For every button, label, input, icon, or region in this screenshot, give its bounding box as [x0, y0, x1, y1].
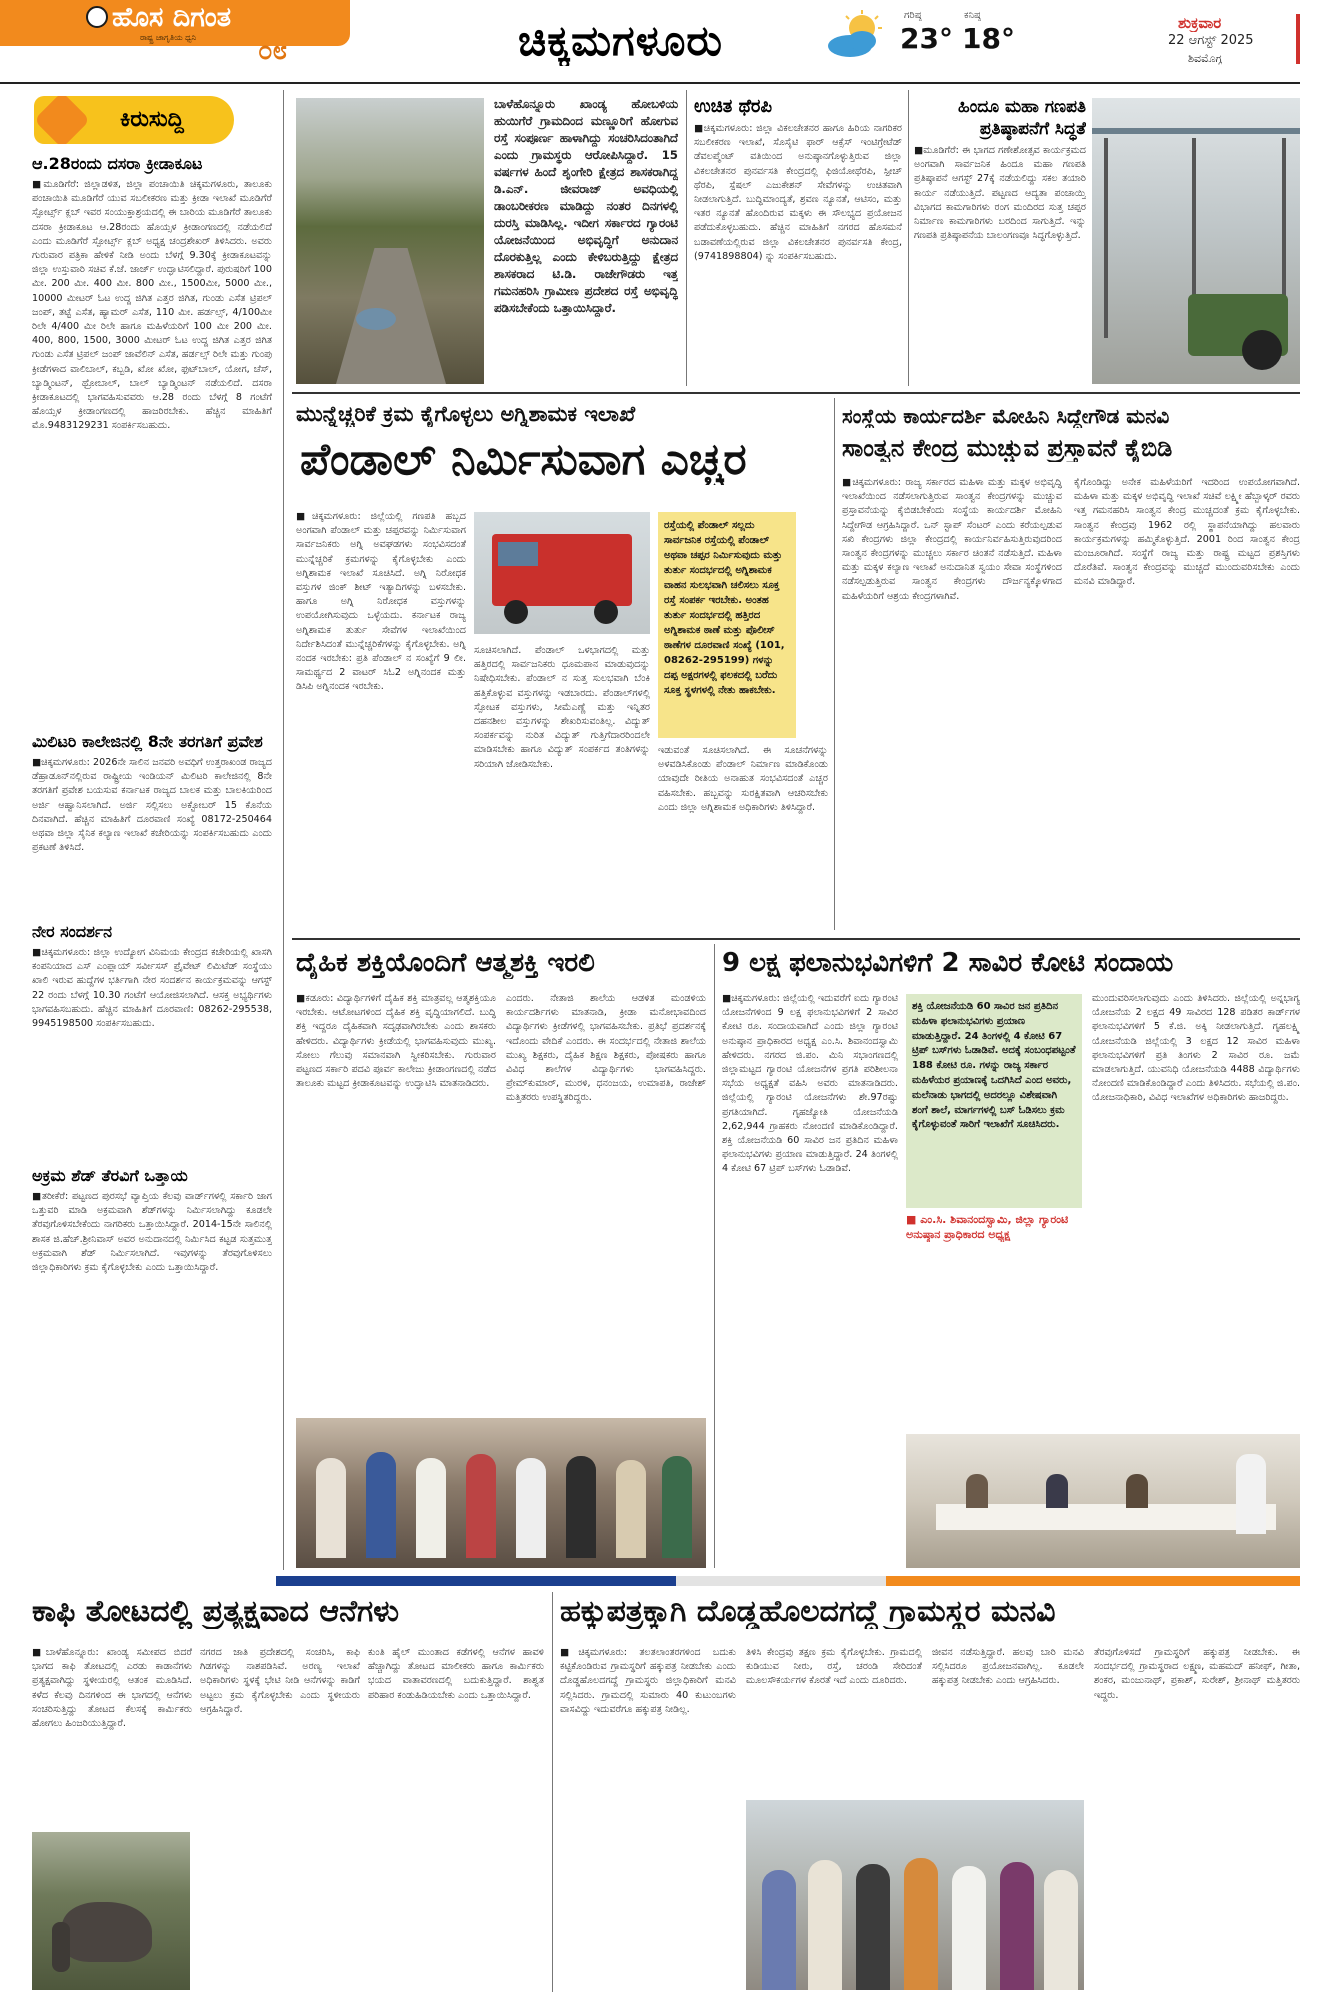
column-rule — [552, 1592, 553, 1992]
min-temp-label: ಕನಿಷ್ಠ — [964, 10, 981, 21]
elephant-col-3: ಕುಂತಿ ಹೈಲ್ ಮುಂತಾದ ಕಡೆಗಳಲ್ಲಿ ಆನೆಗಳ ಹಾವಳಿ ಹೆಚ್ಚಾಗಿದ್ದು ತೋಟದ ಮಾಲೀಕರು ಹಾಗೂ ಕಾರ್ಮಿಕರು ಭಯದ ವಾತಾವರಣದಲ್ಲಿ ಬದುಕುತ್ತಿದ್ದಾರೆ. ಶಾಶ್ವತ ಪರಿಹಾರ ಕಂಡುಹಿಡಿಯಬೇಕು ಎಂದು ಒತ್ತಾಯಿಸಿದ್ದಾರೆ. — [368, 1647, 544, 1701]
kirusuddi-badge — [34, 96, 234, 144]
therapy-column — [694, 96, 902, 386]
logo-text: ಹೊಸ ದಿಗಂತ — [112, 2, 232, 33]
sports-event-photo — [296, 1418, 706, 1568]
hakku-headline: ಹಕ್ಕುಪತ್ರಕ್ಕಾಗಿ ದೊಡ್ಡಹೊಲದಗದ್ದೆ ಗ್ರಾಮಸ್ಥರ ಮನವಿ — [560, 1594, 1056, 1629]
shed-photo — [1092, 98, 1300, 384]
shakthi-col-1: ■ಕಡೂರು: ವಿದ್ಯಾರ್ಥಿಗಳಿಗೆ ದೈಹಿಕ ಶಕ್ತಿ ಮಾತ್ರವಲ್ಲ ಆತ್ಮಶಕ್ತಿಯೂ ಇರಬೇಕು. ಆಟೋಟಗಳಿಂದ ದೈಹಿಕ ಶಕ್ತಿ ವೃದ್ಧಿಯಾಗಲಿದೆ. ಬುದ್ಧಿ ಶಕ್ತಿ ಇದ್ದರೂ ದೈಹಿಕವಾಗಿ ಸದೃಢವಾಗಿರಬೇಕು ಎಂದು ಶಾಸಕರು ಹೇಳಿದರು. ವಿದ್ಯಾರ್ಥಿಗಳು ಕ್ರೀಡೆಯಲ್ಲಿ ಭಾಗವಹಿಸುವುದು ಮುಖ್ಯ. ಸೋಲು ಗೆಲುವು ಸಮಾನವಾಗಿ ಸ್ವೀಕರಿಸಬೇಕು. ಗುರುವಾರ ಪಟ್ಟಣದ ಸರ್ಕಾರಿ ಪದವಿ ಪೂರ್ವ ಕಾಲೇಜು ಕ್ರೀಡಾಂಗಣದಲ್ಲಿ ನಡೆದ ತಾಲೂಕು ಮಟ್ಟದ ಕ್ರೀಡಾಕೂಟವನ್ನು ಉದ್ಘಾಟಿಸಿ ಮಾತನಾಡಿದರು. — [296, 993, 496, 1090]
santhwana-head-2: ಸಾಂತ್ವನ ಕೇಂದ್ರ ಮುಚ್ಚುವ ಪ್ರಸ್ತಾವನೆ ಕೈಬಿಡಿ — [842, 434, 1173, 462]
road-story-text: ಬಾಳೆಹೊನ್ನೂರು ಖಾಂಡ್ಯ ಹೋಬಳಿಯ ಹುಯಿಗೆರೆ ಗ್ರಾಮದಿಂದ ಮಣ್ಣೂರಿಗೆ ಹೋಗುವ ರಸ್ತೆ ಸಂಪೂರ್ಣ ಹಾಳಾಗಿದ್ದು ಸಂಚರಿಸಿದಂತಾಗಿದೆ ಎಂದು ಗ್ರಾಮಸ್ಥರು ಆರೋಪಿಸಿದ್ದಾರೆ. 15 ವರ್ಷಗಳ ಹಿಂದೆ ಶೃಂಗೇರಿ ಕ್ಷೇತ್ರದ ಶಾಸಕರಾಗಿದ್ದ ಡಿ.ಎನ್. ಜೀವರಾಜ್ ಅವಧಿಯಲ್ಲಿ ಡಾಂಬರೀಕರಣ ಮಾಡಿದ್ದು ನಂತರ ದಿನಗಳಲ್ಲಿ ದುರಸ್ತಿ ಮಾಡಿಸಿಲ್ಲ. ಇದೀಗ ಸರ್ಕಾರದ ಗ್ಯಾರಂಟಿ ಯೋಜನೆಯಿಂದ ಅಭಿವೃದ್ಧಿಗೆ ಅನುದಾನ ದೊರಕುತ್ತಿಲ್ಲ ಎಂದು ಕೇಳಿಬರುತ್ತಿದ್ದು ಕ್ಷೇತ್ರದ ಶಾಸಕರಾದ ಟಿ.ಡಿ. ರಾಜೇಗೌಡರು ಇತ್ತ ಗಮನಹರಿಸಿ ಗ್ರಾಮೀಣ ಪ್ರದೇಶದ ರಸ್ತೆ ಅಭಿವೃದ್ಧಿ ಪಡಿಸಬೇಕೆಂದು ಒತ್ತಾಯಿಸಿದ್ದಾರೆ. — [494, 97, 678, 315]
max-temp-label: ಗರಿಷ್ಠ — [904, 10, 922, 21]
elephant-photo — [32, 1832, 190, 1990]
column-rule — [714, 944, 715, 1568]
road-photo — [296, 98, 484, 384]
page-number: ೦೮ — [258, 36, 288, 66]
guarantee-col-1: ■ಚಿಕ್ಕಮಗಳೂರು: ಜಿಲ್ಲೆಯಲ್ಲಿ ಇದುವರೆಗೆ ಐದು ಗ್ಯಾರಂಟಿ ಯೋಜನೆಗಳಿಂದ 9 ಲಕ್ಷ ಫಲಾನುಭವಿಗಳಿಗೆ 2 ಸಾವಿರ ಕೋಟಿ ರೂ. ಸಂದಾಯವಾಗಿದೆ ಎಂದು ಜಿಲ್ಲಾ ಗ್ಯಾರಂಟಿ ಅನುಷ್ಠಾನ ಪ್ರಾಧಿಕಾರದ ಅಧ್ಯಕ್ಷ ಎಂ.ಸಿ. ಶಿವಾನಂದಸ್ವಾಮಿ ಹೇಳಿದರು. ನಗರದ ಜಿ.ಪಂ. ಮಿನಿ ಸಭಾಂಗಣದಲ್ಲಿ ಜಿಲ್ಲಾಮಟ್ಟದ ಗ್ಯಾರಂಟಿ ಯೋಜನೆಗಳ ಪ್ರಗತಿ ಪರಿಶೀಲನಾ ಸಭೆಯ ಅಧ್ಯಕ್ಷತೆ ವಹಿಸಿ ಅವರು ಮಾತನಾಡಿದರು. ಜಿಲ್ಲೆಯಲ್ಲಿ ಗ್ಯಾರಂಟಿ ಯೋಜನೆಗಳು ಶೇ.97ರಷ್ಟು ಪ್ರಗತಿಯಾಗಿದೆ. ಗೃಹಜ್ಯೋತಿ ಯೋಜನೆಯಡಿ 2,62,944 ಗ್ರಾಹಕರು ನೋಂದಣಿ ಮಾಡಿಕೊಂಡಿದ್ದಾರೆ. ಶಕ್ತಿ ಯೋಜನೆಯಡಿ 60 ಸಾವಿರ ಜನ ಪ್ರತಿದಿನ ಮಹಿಳಾ ಫಲಾನುಭವಿಗಳು ಪ್ರಯಾಣ ಮಾಡುತ್ತಿದ್ದಾರೆ. 24 ತಿಂಗಳಲ್ಲಿ 4 ಕೋಟಿ 67 ಟ್ರಿಪ್ ಬಸ್‌ಗಳು ಓಡಾಡಿವೆ. — [722, 993, 898, 1175]
hakku-col-4: ತೆರವುಗೊಳಿಸದೆ ಗ್ರಾಮಸ್ಥರಿಗೆ ಹಕ್ಕುಪತ್ರ ನೀಡಬೇಕು. ಈ ಸಂದರ್ಭದಲ್ಲಿ ಗ್ರಾಮಸ್ಥರಾದ ಲಕ್ಷ್ಮಣ, ಮಹಮದ್ ಹನೀಫ್, ಗೀತಾ, ಶಂಕರ, ಮಂಜುನಾಥ್, ಪ್ರಕಾಶ್, ಸುರೇಶ್, ಶ್ರೀನಾಥ್ ಮತ್ತಿತರರು ಇದ್ದರು. — [1094, 1647, 1300, 1701]
column-rule — [283, 90, 284, 1570]
masthead-day: ಶುಕ್ರವಾರ — [1178, 14, 1222, 32]
min-temp: 18° — [962, 22, 1015, 55]
section-title: ಚಿಕ್ಕಮಗಳೂರು — [518, 16, 723, 65]
logo-tagline: ರಾಷ್ಟ್ರ ಜಾಗೃತಿಯ ಧ್ವನಿ — [140, 33, 197, 42]
fire-kicker: ಮುನ್ನೆಚ್ಚರಿಕೆ ಕ್ರಮ ಕೈಗೊಳ್ಳಲು ಅಗ್ನಿಶಾಮಕ ಇಲಾಖೆ — [296, 402, 636, 426]
shakthi-headline: ದೈಹಿಕ ಶಕ್ತಿಯೊಂದಿಗೆ ಆತ್ಮಶಕ್ತಿ ಇರಲಿ — [296, 948, 595, 978]
fire-col-1: ■ಚಿಕ್ಕಮಗಳೂರು: ಜಿಲ್ಲೆಯಲ್ಲಿ ಗಣಪತಿ ಹಬ್ಬದ ಅಂಗವಾಗಿ ಪೆಂಡಾಲ್ ಮತ್ತು ಚಪ್ಪರವನ್ನು ನಿರ್ಮಿಸುವಾಗ ಸಾರ್ವಜನಿಕರು ಅಗ್ನಿ ಅವಘಡಗಳು ಸಂಭವಿಸದಂತೆ ಮುನ್ನೆಚ್ಚರಿಕೆ ಕ್ರಮಗಳನ್ನು ಕೈಗೊಳ್ಳಬೇಕು ಎಂದು ಅಗ್ನಿಶಾಮಕ ಇಲಾಖೆ ಸೂಚಿಸಿದೆ. ಅಗ್ನಿ ನಿರೋಧಕ ವಸ್ತುಗಳ ಜಿಂಕ್ ಶೀಟ್ ಇತ್ಯಾದಿಗಳನ್ನು ಬಳಸಬೇಕು. ಹಾಗೂ ಅಗ್ನಿ ನಿರೋಧಕ ವಸ್ತುಗಳನ್ನು ಉಪಯೋಗಿಸುವುದು ಒಳ್ಳೆಯದು. ಕರ್ನಾಟಕ ರಾಜ್ಯ ಅಗ್ನಿಶಾಮಕ ತುರ್ತು ಸೇವೆಗಳ ಇಲಾಖೆಯಿಂದ ನಿರ್ದೇಶಿಸಿದಂತೆ ಮುನ್ನೆಚ್ಚರಿಕೆಗಳನ್ನು ಕೈಗೊಳ್ಳಬೇಕು. ಅಗ್ನಿ ನಂದಕ ಇರಬೇಕು: ಪ್ರತಿ ಪೆಂಡಾಲ್ ನ ಸಂಖ್ಯೆಗೆ 9 ಲೀ. ಸಾಮರ್ಥ್ಯದ 2 ವಾಟರ್ ಸಿಓ2 ಅಗ್ನಿನಂದಕ ಮತ್ತು ಡಿಸಿಪಿ ಅಗ್ನಿನಂದಕ ಇರಬೇಕು. — [296, 511, 466, 693]
guarantee-highlight-box — [906, 994, 1082, 1208]
santhwana-col-1: ■ಚಿಕ್ಕಮಗಳೂರು: ರಾಜ್ಯ ಸರ್ಕಾರದ ಮಹಿಳಾ ಮತ್ತು ಮಕ್ಕಳ ಅಭಿವೃದ್ಧಿ ಇಲಾಖೆಯಿಂದ ನಡೆಸಲಾಗುತ್ತಿರುವ ಸಾಂತ್ವನ ಕೇಂದ್ರಗಳನ್ನು ಮುಚ್ಚುವ ಪ್ರಸ್ತಾವನೆಯನ್ನು ಕೈಬಿಡಬೇಕೆಂದು ಸಂಸ್ಥೆಯ ಕಾರ್ಯದರ್ಶಿ ಮೋಹಿನಿ ಸಿದ್ದೇಗೌಡ ಆಗ್ರಹಿಸಿದ್ದಾರೆ. ಒನ್ ಸ್ಟಾಪ್ ಸೆಂಟರ್ ಎಂದು ಕರೆಯಲ್ಪಡುವ ಸಖಿ ಕೇಂದ್ರಗಳು ಜಿಲ್ಲಾ ಕೇಂದ್ರದಲ್ಲಿ ಕಾರ್ಯನಿರ್ವಹಿಸುತ್ತಿರುವುದರಿಂದ ಸಾಂತ್ವನ ಕೇಂದ್ರಗಳನ್ನು ಮುಚ್ಚಲು ಸರ್ಕಾರ ಚಿಂತನೆ ನಡೆಸುತ್ತಿದೆ. ಮಹಿಳಾ ಮತ್ತು ಮಕ್ಕಳ ಕಲ್ಯಾಣ ಇಲಾಖೆ ಅನುದಾನಿತ ಸ್ವಯಂ ಸೇವಾ ಸಂಸ್ಥೆಗಳಿಂದ ನಡೆಸಲ್ಪಡುತ್ತಿರುವ ಸಾಂತ್ವನ ಕೇಂದ್ರಗಳು ದೌರ್ಜನ್ಯಕ್ಕೊಳಗಾದ ಮಹಿಳೆಯರಿಗೆ ಆಶ್ರಯ ಕೇಂದ್ರಗಳಾಗಿವೆ. — [842, 477, 1062, 602]
color-divider — [276, 1576, 1300, 1586]
fire-highlight-box — [658, 512, 796, 738]
santhwana-head-1: ಸಂಸ್ಥೆಯ ಕಾರ್ಯದರ್ಶಿ ಮೋಹಿನಿ ಸಿದ್ದೇಗೌಡ ಮನವಿ — [842, 404, 1170, 428]
hakku-col-3: ಜೀವನ ನಡೆಸುತ್ತಿದ್ದಾರೆ. ಹಲವು ಬಾರಿ ಮನವಿ ಸಲ್ಲಿಸಿದರೂ ಪ್ರಯೋಜನವಾಗಿಲ್ಲ. ಕೂಡಲೇ ಹಕ್ಕುಪತ್ರ ನೀಡಬೇಕು ಎಂದು ಆಗ್ರಹಿಸಿದರು. — [932, 1647, 1084, 1687]
ganapathi-column — [914, 96, 1086, 386]
villagers-photo — [746, 1800, 1084, 1990]
column-rule — [908, 90, 909, 386]
ganapathi-head: ಹಿಂದೂ ಮಹಾ ಗಣಪತಿ ಪ್ರತಿಷ್ಠಾಪನೆಗೆ ಸಿದ್ಧತೆ — [958, 97, 1086, 139]
section-rule — [292, 392, 1300, 394]
masthead-city: ಶಿವಮೊಗ್ಗ — [1188, 52, 1223, 65]
hakku-col-1: ■ಚಿಕ್ಕಮಗಳೂರು: ತಲತಲಾಂತರಗಳಿಂದ ಬದುಕು ಕಟ್ಟಿಕೊಂಡಿರುವ ಗ್ರಾಮಸ್ಥರಿಗೆ ಹಕ್ಕುಪತ್ರ ನೀಡಬೇಕು ಎಂದು ದೊಡ್ಡಹೊಲದಗದ್ದೆ ಗ್ರಾಮಸ್ಥರು ಜಿಲ್ಲಾಧಿಕಾರಿಗೆ ಮನವಿ ಸಲ್ಲಿಸಿದರು. ಗ್ರಾಮದಲ್ಲಿ ಸುಮಾರು 40 ಕುಟುಂಬಗಳು ವಾಸವಿದ್ದು ಇದುವರೆಗೂ ಹಕ್ಕುಪತ್ರ ನೀಡಿಲ್ಲ. — [560, 1647, 736, 1715]
masthead-red-bar — [1296, 14, 1300, 64]
column-rule — [834, 398, 835, 930]
kirusuddi-head-4: ಅಕ್ರಮ ಶೆಡ್ ತೆರವಿಗೆ ಒತ್ತಾಯ — [32, 1166, 188, 1185]
column-rule — [686, 90, 687, 386]
elephant-col-2: ನಗರದ ಜಾತಿ ಪ್ರದೇಶದಲ್ಲಿ ಸಂಚರಿಸಿ, ಕಾಫಿ ಗಿಡಗಳನ್ನು ನಾಶಪಡಿಸಿವೆ. ಅರಣ್ಯ ಇಲಾಖೆ ಅಧಿಕಾರಿಗಳು ಸ್ಥಳಕ್ಕೆ ಭೇಟಿ ನೀಡಿ ಆನೆಗಳನ್ನು ಕಾಡಿಗೆ ಅಟ್ಟಲು ಕ್ರಮ ಕೈಗೊಳ್ಳಬೇಕು ಎಂದು ಸ್ಥಳೀಯರು ಆಗ್ರಹಿಸಿದ್ದಾರೆ. — [200, 1647, 360, 1715]
elephant-col-1: ■ಬಾಳೆಹೊನ್ನೂರು: ಖಾಂಡ್ಯ ಸಮೀಪದ ಬಿದರೆ ಭಾಗದ ಕಾಫಿ ತೋಟದಲ್ಲಿ ಎರಡು ಕಾಡಾನೆಗಳು ಪ್ರತ್ಯಕ್ಷವಾಗಿದ್ದು ಸ್ಥಳೀಯರಲ್ಲಿ ಆತಂಕ ಮೂಡಿಸಿದೆ. ಕಳೆದ ಕೆಲವು ದಿನಗಳಿಂದ ಈ ಭಾಗದಲ್ಲಿ ಆನೆಗಳು ಸಂಚರಿಸುತ್ತಿದ್ದು ತೋಟದ ಕೆಲಸಕ್ಕೆ ಕಾರ್ಮಿಕರು ಹೋಗಲು ಹಿಂಜರಿಯುತ್ತಿದ್ದಾರೆ. — [32, 1647, 192, 1730]
meeting-photo — [906, 1434, 1300, 1568]
kirusuddi-text-3: ■ಚಿಕ್ಕಮಗಳೂರು: ಜಿಲ್ಲಾ ಉದ್ಯೋಗ ವಿನಿಮಯ ಕೇಂದ್ರದ ಕಚೇರಿಯಲ್ಲಿ ಖಾಸಗಿ ಕಂಪನಿಯಾದ ಎಸ್ ಎಂಪ್ಲಾಯ್ ಸರ್ವೀಸಸ್ ಪ್ರೈವೇಟ್ ಲಿಮಿಟೆಡ್ ಸಂಸ್ಥೆಯು ಖಾಲಿ ಇರುವ ಹುದ್ದೆಗಳ ಭರ್ತಿಗಾಗಿ ನೇರ ಸಂದರ್ಶನ ಕಾರ್ಯಕ್ರಮವನ್ನು ಆಗಸ್ಟ್ 22 ರಂದು ಬೆಳಗ್ಗೆ 10.30 ಗಂಟೆಗೆ ಆಯೋಜಿಸಲಾಗಿದೆ. ಆಸಕ್ತ ಅಭ್ಯರ್ಥಿಗಳು ಭಾಗವಹಿಸಬಹುದು. ಹೆಚ್ಚಿನ ಮಾಹಿತಿಗೆ ದೂರವಾಣಿ: 08262-295538, 9945198500 ಸಂಪರ್ಕಿಸಬಹುದು. — [32, 947, 272, 1030]
guarantee-col-3: ಮುಂದುವರಿಸಲಾಗುವುದು ಎಂದು ತಿಳಿಸಿದರು. ಜಿಲ್ಲೆಯಲ್ಲಿ ಅನ್ನಭಾಗ್ಯ ಯೋಜನೆಯ 2 ಲಕ್ಷದ 49 ಸಾವಿರದ 128 ಪಡಿತರ ಕಾರ್ಡ್‌ಗಳ ಫಲಾನುಭವಿಗಳಿಗೆ 5 ಕೆ.ಜಿ. ಅಕ್ಕಿ ನೀಡಲಾಗುತ್ತಿದೆ. ಗೃಹಲಕ್ಷ್ಮಿ ಯೋಜನೆಯಡಿ ಜಿಲ್ಲೆಯಲ್ಲಿ 3 ಲಕ್ಷದ 12 ಸಾವಿರ ಮಹಿಳಾ ಫಲಾನುಭವಿಗಳಿಗೆ ಪ್ರತಿ ತಿಂಗಳು 2 ಸಾವಿರ ರೂ. ಜಮೆ ಮಾಡಲಾಗುತ್ತಿದೆ. ಯುವನಿಧಿ ಯೋಜನೆಯಡಿ 4488 ವಿದ್ಯಾರ್ಥಿಗಳು ನೋಂದಣಿ ಮಾಡಿಕೊಂಡಿದ್ದಾರೆ ಎಂದು ತಿಳಿಸಿದರು. ಸಭೆಯಲ್ಲಿ ಜಿ.ಪಂ. ಯೋಜನಾಧಿಕಾರಿ, ವಿವಿಧ ಇಲಾಖೆಗಳ ಅಧಿಕಾರಿಗಳು ಹಾಜರಿದ್ದರು. — [1092, 993, 1300, 1104]
fire-headline: ಪೆಂಡಾಲ್ ನಿರ್ಮಿಸುವಾಗ ಎಚ್ಚರ — [300, 434, 747, 485]
fire-box-text: ರಸ್ತೆಯಲ್ಲಿ ಪೆಂಡಾಲ್ ಸಲ್ಲದು ಸಾರ್ವಜನಿಕ ರಸ್ತೆಯಲ್ಲಿ ಪೆಂಡಾಲ್ ಅಥವಾ ಚಪ್ಪರ ನಿರ್ಮಿಸುವುದು ಮತ್ತು ತುರ್ತು ಸಂದರ್ಭದಲ್ಲಿ ಅಗ್ನಿಶಾಮಕ ವಾಹನ ಸುಲಭವಾಗಿ ಚಲಿಸಲು ಸೂಕ್ತ ರಸ್ತೆ ಸಂಪರ್ಕ ಇರಬೇಕು. ಅಂತಹ ತುರ್ತು ಸಂದರ್ಭದಲ್ಲಿ ಹತ್ತಿರದ ಅಗ್ನಿಶಾಮಕ ಠಾಣೆ ಮತ್ತು ಪೊಲೀಸ್ ಠಾಣೆಗಳ ದೂರವಾಣಿ ಸಂಖ್ಯೆ (101, 08262-295199) ಗಳನ್ನು ದಪ್ಪ ಅಕ್ಷರಗಳಲ್ಲಿ ಫಲಕದಲ್ಲಿ ಬರೆದು ಸೂಕ್ತ ಸ್ಥಳಗಳಲ್ಲಿ ನೇತು ಹಾಕಬೇಕು. — [664, 520, 785, 696]
santhwana-col-2: ಕೈಗೊಂಡಿದ್ದು ಅನೇಕ ಮಹಿಳೆಯರಿಗೆ ಇದರಿಂದ ಉಪಯೋಗವಾಗಿದೆ. ಮಹಿಳಾ ಮತ್ತು ಮಕ್ಕಳ ಅಭಿವೃದ್ಧಿ ಇಲಾಖೆ ಸಚಿವೆ ಲಕ್ಷ್ಮೀ ಹೆಬ್ಬಾಳ್ಕರ್ ರವರು ಇತ್ತ ಗಮನಹರಿಸಿ ಸಾಂತ್ವನ ಕೇಂದ್ರ ಮುಚ್ಚದಂತೆ ಕ್ರಮ ಕೈಗೊಳ್ಳಬೇಕು. ಸಾಂತ್ವನ ಕೇಂದ್ರವು 1962 ರಲ್ಲಿ ಸ್ಥಾಪನೆಯಾಗಿದ್ದು ಹಲವಾರು ಕಾರ್ಯಕ್ರಮಗಳನ್ನು ಹಮ್ಮಿಕೊಳ್ಳುತ್ತಿದೆ. 2001 ರಿಂದ ಸಾಂತ್ವನ ಕೇಂದ್ರ ಮಂಜೂರಾಗಿದೆ. ಸಂಸ್ಥೆಗೆ ರಾಜ್ಯ ಮತ್ತು ರಾಷ್ಟ್ರ ಮಟ್ಟದ ಪ್ರಶಸ್ತಿಗಳು ದೊರೆತಿವೆ. ಸಾಂತ್ವನ ಕೇಂದ್ರವನ್ನು ಮುಚ್ಚದೆ ಮುಂದುವರಿಸಬೇಕು ಎಂದು ಮನವಿ ಮಾಡಿದ್ದಾರೆ. — [1074, 477, 1300, 588]
kirusuddi-text-1: ■ಮೂಡಿಗೆರೆ: ಜಿಲ್ಲಾಡಳಿತ, ಜಿಲ್ಲಾ ಪಂಚಾಯಿತಿ ಚಿಕ್ಕಮಗಳೂರು, ತಾಲೂಕು ಪಂಚಾಯಿತಿ ಮೂಡಿಗೆರೆ ಯುವ ಸಬಲೀಕರಣ ಮತ್ತು ಕ್ರೀಡಾ ಇಲಾಖೆ ಮೂಡಿಗೆರೆ ಸ್ಪೋರ್ಟ್ಸ್ ಕ್ಲಬ್ ಇವರ ಸಂಯುಕ್ತಾಶ್ರಯದಲ್ಲಿ ಈ ಬಾರಿಯ ಮೂಡಿಗೆರೆ ತಾಲೂಕು ದಸರಾ ಕ್ರೀಡಾಕೂಟ ಆ.28ರಂದು ಹೊಯ್ಸಳ ಕ್ರೀಡಾಂಗಣದಲ್ಲಿ ನಡೆಯಲಿದೆ ಎಂದು ಮೂಡಿಗೆರೆ ಸ್ಪೋರ್ಟ್ಸ್ ಕ್ಲಬ್ ಅಧ್ಯಕ್ಷ ಚಂದ್ರಶೇಖರ್ ತಿಳಿಸಿದರು. ಅವರು ಗುರುವಾರ ಪತ್ರಿಕಾ ಹೇಳಿಕೆ ನೀಡಿ ಅಂದು ಬೆಳಗ್ಗೆ 9.30ಕ್ಕೆ ಕ್ರೀಡಾಕೂಟವನ್ನು ಜಿಲ್ಲಾ ಉಸ್ತುವಾರಿ ಸಚಿವ ಕೆ.ಜೆ. ಜಾರ್ಜ್ ಉದ್ಘಾಟಿಸಲಿದ್ದಾರೆ. ಪುರುಷರಿಗೆ 100 ಮೀ. 200 ಮೀ. 400 ಮೀ. 800 ಮೀ., 1500ಮೀ, 5000 ಮೀ., 10000 ಮೀಟರ್ ಓಟ ಉದ್ದ ಜಿಗಿತ ಎತ್ತರ ಜಿಗಿತ, ಗುಂಡು ಎಸೆತ ಟ್ರಿಪಲ್ ಜಂಪ್, ತಟ್ಟೆ ಎಸೆತ, ಹ್ಯಾಮರ್ ಎಸೆತ, 110 ಮೀ. ಹರ್ಡಲ್ಸ್, 4/100ಮೀ ರಿಲೇ 4/400 ಮೀ ರಿಲೇ ಹಾಗೂ ಮಹಿಳೆಯರಿಗೆ 100 ಮೀ 200 ಮೀ. 400, 800, 1500, 3000 ಮೀಟರ್ ಓಟ ಉದ್ದ ಜಿಗಿತ ಎತ್ತರ ಜಿಗಿತ ಗುಂಡು ಎಸೆತ ಟ್ರಿಪಲ್ ಜಂಪ್ ಜಾವೆಲಿನ್ ಎಸೆತ, ಹರ್ಡಲ್ಸ್ ರಿಲೇ ಮತ್ತು ಗುಂಪು ಕ್ರೀಡೆಗಳಾದ ವಾಲಿಬಾಲ್, ಕಬ್ಬಡಿ, ಖೋ ಖೋ, ಫುಟ್‌ಬಾಲ್, ಯೋಗ, ಚೆಸ್, ಬ್ಯಾಡ್ಮಿಂಟನ್, ಥ್ರೋಬಾಲ್, ಬಾಲ್ ಬ್ಯಾಡ್ಮಿಂಟನ್ ನಡೆಯಲಿದೆ. ದಸರಾ ಕ್ರೀಡಾಕೂಟದಲ್ಲಿ ಭಾಗವಹಿಸುವವರು ಆ.28 ರಂದು ಬೆಳಗ್ಗೆ 8 ಗಂಟೆಗೆ ಹೊಯ್ಸಳ ಕ್ರೀಡಾಂಗಣದಲ್ಲಿ ಹಾಜರಿರಬೇಕು. ಹೆಚ್ಚಿನ ಮಾಹಿತಿಗೆ ಮೊ.9483129231 ಸಂಪರ್ಕಿಸಬಹುದು. — [32, 179, 272, 432]
masthead-rule — [0, 82, 1300, 84]
masthead-logo-box — [0, 0, 350, 46]
kirusuddi-head-3: ನೇರ ಸಂದರ್ಶನ — [32, 922, 113, 941]
kirusuddi-text-2: ■ಚಿಕ್ಕಮಗಳೂರು: 2026ನೇ ಸಾಲಿನ ಜನವರಿ ಅವಧಿಗೆ ಉತ್ತರಾಖಂಡ ರಾಜ್ಯದ ಡೆಹ್ರಾಡೂನ್‌ನಲ್ಲಿರುವ ರಾಷ್ಟ್ರೀಯ ಇಂಡಿಯನ್ ಮಿಲಿಟರಿ ಕಾಲೇಜಿನಲ್ಲಿ 8ನೇ ತರಗತಿಗೆ ಪ್ರವೇಶ ಬಯಸುವ ಕರ್ನಾಟಕ ರಾಜ್ಯದ ಬಾಲಕ ಮತ್ತು ಬಾಲಕಿಯರಿಂದ ಅರ್ಜಿ ಆಹ್ವಾನಿಸಲಾಗಿದೆ. ಅರ್ಜಿ ಸಲ್ಲಿಸಲು ಅಕ್ಟೋಬರ್ 15 ಕೊನೆಯ ದಿನವಾಗಿದೆ. ಹೆಚ್ಚಿನ ಮಾಹಿತಿಗೆ ದೂರವಾಣಿ ಸಂಖ್ಯೆ 08172-250464 ಅಥವಾ ಜಿಲ್ಲಾ ಸೈನಿಕ ಕಲ್ಯಾಣ ಇಲಾಖೆ ಕಚೇರಿಯನ್ನು ಸಂಪರ್ಕಿಸಬಹುದು ಎಂದು ಪ್ರಕಟಣೆ ತಿಳಿಸಿದೆ. — [32, 757, 272, 854]
shakthi-col-2: ಎಂದರು. ನೇತಾಜಿ ಶಾಲೆಯ ಆಡಳಿತ ಮಂಡಳಿಯ ಕಾರ್ಯದರ್ಶಿಗಳು ಮಾತನಾಡಿ, ಕ್ರೀಡಾ ಮನೋಭಾವದಿಂದ ವಿದ್ಯಾರ್ಥಿಗಳು ಕ್ರೀಡೆಗಳಲ್ಲಿ ಭಾಗವಹಿಸಬೇಕು. ಪ್ರತಿಭೆ ಪ್ರದರ್ಶನಕ್ಕೆ ಇದೊಂದು ವೇದಿಕೆ ಎಂದರು. ಈ ಸಂದರ್ಭದಲ್ಲಿ ನೇತಾಜಿ ಶಾಲೆಯ ಮುಖ್ಯ ಶಿಕ್ಷಕರು, ದೈಹಿಕ ಶಿಕ್ಷಣ ಶಿಕ್ಷಕರು, ಪೋಷಕರು ಹಾಗೂ ವಿವಿಧ ಶಾಲೆಗಳ ವಿದ್ಯಾರ್ಥಿಗಳು ಭಾಗವಹಿಸಿದ್ದರು. ಪ್ರೇಮ್‌ಕುಮಾರ್, ಮುರಳಿ, ಧನಂಜಯ, ಉಮಾಪತಿ, ರಾಜೇಶ್ ಮತ್ತಿತರರು ಉಪಸ್ಥಿತರಿದ್ದರು. — [506, 993, 706, 1104]
kirusuddi-label: ಕಿರುಸುದ್ದಿ — [120, 107, 184, 132]
fire-col-3: ಇಡುವಂತೆ ಸೂಚಿಸಲಾಗಿದೆ. ಈ ಸೂಚನೆಗಳನ್ನು ಅಳವಡಿಸಿಕೊಂಡು ಪೆಂಡಾಲ್ ನಿರ್ಮಾಣ ಮಾಡಿಕೊಂಡು ಯಾವುದೇ ರೀತಿಯ ಅನಾಹುತ ಸಂಭವಿಸದಂತೆ ಎಚ್ಚರ ವಹಿಸಬೇಕು. ಹಬ್ಬವನ್ನು ಸುರಕ್ಷಿತವಾಗಿ ಆಚರಿಸಬೇಕು ಎಂದು ಜಿಲ್ಲಾ ಅಗ್ನಿಶಾಮಕ ಅಧಿಕಾರಿಗಳು ತಿಳಿಸಿದ್ದಾರೆ. — [658, 745, 828, 813]
guarantee-headline: 9 ಲಕ್ಷ ಫಲಾನುಭವಿಗಳಿಗೆ 2 ಸಾವಿರ ಕೋಟಿ ಸಂದಾಯ — [722, 948, 1174, 978]
elephant-headline: ಕಾಫಿ ತೋಟದಲ್ಲಿ ಪ್ರತ್ಯಕ್ಷವಾದ ಆನೆಗಳು — [32, 1594, 400, 1629]
kirusuddi-head-1: ಆ.28ರಂದು ದಸರಾ ಕ್ರೀಡಾಕೂಟ — [32, 154, 203, 173]
guarantee-box-text: ಶಕ್ತಿ ಯೋಜನೆಯಡಿ 60 ಸಾವಿರ ಜನ ಪ್ರತಿದಿನ ಮಹಿಳಾ ಫಲಾನುಭವಿಗಳು ಪ್ರಯಾಣ ಮಾಡುತ್ತಿದ್ದಾರೆ. 24 ತಿಂಗಳಲ್ಲಿ 4 ಕೋಟಿ 67 ಟ್ರಿಪ್ ಬಸ್‌ಗಳು ಓಡಾಡಿವೆ. ಅದಕ್ಕೆ ಸಂಬಂಧಪಟ್ಟಂತೆ 188 ಕೋಟಿ ರೂ. ಗಳನ್ನು ರಾಜ್ಯ ಸರ್ಕಾರ ಮಹಿಳೆಯರ ಪ್ರಯಾಣಕ್ಕೆ ಒದಗಿಸಿದೆ ಎಂದ ಅವರು, ಮಲೆನಾಡು ಭಾಗದಲ್ಲಿ ಅದರಲ್ಲೂ ವಿಶೇಷವಾಗಿ ಶಂಗೆ ಶಾಲೆ, ಮಾರ್ಗಗಳಲ್ಲಿ ಬಸ್ ಓಡಿಸಲು ಕ್ರಮ ಕೈಗೊಳ್ಳುವಂತೆ ಸಾರಿಗೆ ಇಲಾಖೆಗೆ ಸೂಚಿಸಿದರು. — [912, 1001, 1076, 1131]
hakku-col-2: ತಿಳಿಸಿ ಕೇಂದ್ರವು ತಕ್ಷಣ ಕ್ರಮ ಕೈಗೊಳ್ಳಬೇಕು. ಗ್ರಾಮದಲ್ಲಿ ಕುಡಿಯುವ ನೀರು, ರಸ್ತೆ, ಚರಂಡಿ ಸೇರಿದಂತೆ ಮೂಲಸೌಕರ್ಯಗಳ ಕೊರತೆ ಇದೆ ಎಂದು ದೂರಿದರು. — [746, 1647, 922, 1687]
hand-icon — [34, 96, 90, 144]
therapy-text: ■ಚಿಕ್ಕಮಗಳೂರು: ಜಿಲ್ಲಾ ವಿಕಲಚೇತನರ ಹಾಗೂ ಹಿರಿಯ ನಾಗರಿಕರ ಸಬಲೀಕರಣ ಇಲಾಖೆ, ಸೊಸೈಟಿ ಫಾರ್ ಆಕ್ಸೆಸ್ ಇಂಟಿಗ್ರೇಟೆಡ್ ಡೆವಲಪ್ಮೆಂಟ್ ವತಿಯಿಂದ ಅನುಷ್ಠಾನಗೊಳ್ಳುತ್ತಿರುವ ಜಿಲ್ಲಾ ವಿಕಲಚೇತನರ ಪುನರ್ವಸತಿ ಕೇಂದ್ರದಲ್ಲಿ ಫಿಜಿಯೋಥೆರಪಿ, ಸ್ಪೀಚ್ ಥೆರಪಿ, ಸ್ಪೆಷಲ್ ಎಜುಕೇಶನ್ ಸೇವೆಗಳನ್ನು ಉಚಿತವಾಗಿ ನೀಡಲಾಗುತ್ತಿದೆ. ಬುದ್ಧಿಮಾಂದ್ಯತೆ, ಶ್ರವಣ ನ್ಯೂನತೆ, ಆಟಿಸಂ, ಮತ್ತು ಇತರ ನ್ಯೂನತೆ ಹೊಂದಿರುವ ಮಕ್ಕಳು ಈ ಸೌಲಭ್ಯದ ಪ್ರಯೋಜನ ಪಡೆದುಕೊಳ್ಳಬಹುದು. ಹೆಚ್ಚಿನ ಮಾಹಿತಿಗೆ ನಗರದ ಹೊಸಮನೆ ಬಡಾವಣೆಯಲ್ಲಿರುವ ಜಿಲ್ಲಾ ವಿಕಲಚೇತನರ ಪುನರ್ವಸತಿ ಕೇಂದ್ರ, (9741898804) ನ್ನು ಸಂಪರ್ಕಿಸಬಹುದು. — [694, 123, 902, 262]
section-rule — [292, 938, 1300, 940]
kirusuddi-text-4: ■ತರೀಕೆರೆ: ಪಟ್ಟಣದ ಪುರಸಭೆ ವ್ಯಾಪ್ತಿಯ ಕೆಲವು ವಾರ್ಡ್‌ಗಳಲ್ಲಿ ಸರ್ಕಾರಿ ಜಾಗ ಒತ್ತುವರಿ ಮಾಡಿ ಅಕ್ರಮವಾಗಿ ಶೆಡ್‌ಗಳನ್ನು ನಿರ್ಮಿಸಲಾಗಿದ್ದು ಕೂಡಲೇ ತೆರವುಗೊಳಿಸಬೇಕೆಂದು ನಾಗರಿಕರು ಒತ್ತಾಯಿಸಿದ್ದಾರೆ. 2014-15ನೇ ಸಾಲಿನಲ್ಲಿ ಶಾಸಕ ಜಿ.ಹೆಚ್.ಶ್ರೀನಿವಾಸ್ ಅವರ ಅನುದಾನದಲ್ಲಿ ನಿರ್ಮಿಸಿದ ಕಟ್ಟಡ ಸುತ್ತಮುತ್ತ ಅಕ್ರಮವಾಗಿ ಶೆಡ್ ನಿರ್ಮಿಸಲಾಗಿದೆ. ಇವುಗಳನ್ನು ತೆರವುಗೊಳಿಸಲು ಜಿಲ್ಲಾಧಿಕಾರಿಗಳು ಕ್ರಮ ಕೈಗೊಳ್ಳಬೇಕು ಎಂದು ಒತ್ತಾಯಿಸಿದ್ದಾರೆ. — [32, 1191, 272, 1274]
guarantee-box-caption: ■ ಎಂ.ಸಿ. ಶಿವಾನಂದಸ್ವಾಮಿ, ಜಿಲ್ಲಾ ಗ್ಯಾರಂಟಿ ಅನುಷ್ಠಾನ ಪ್ರಾಧಿಕಾರದ ಅಧ್ಯಕ್ಷ — [906, 1213, 1069, 1241]
kirusuddi-column — [32, 154, 272, 1564]
therapy-head: ಉಚಿತ ಥೆರಪಿ — [694, 96, 772, 117]
max-temp: 23° — [900, 22, 953, 55]
logo-emblem-icon — [86, 6, 108, 28]
weather-cloud-icon — [820, 8, 890, 64]
ganapathi-text: ■ಮೂಡಿಗೆರೆ: ಈ ಭಾಗದ ಗಣೇಶೋತ್ಸವ ಕಾರ್ಯಕ್ರಮದ ಅಂಗವಾಗಿ ಸಾರ್ವಜನಿಕ ಹಿಂದೂ ಮಹಾ ಗಣಪತಿ ಪ್ರತಿಷ್ಠಾಪನೆ ಆಗಸ್ಟ್ 27ಕ್ಕೆ ನಡೆಯಲಿದ್ದು ಸಕಲ ತಯಾರಿ ಕಾರ್ಯ ನಡೆಯುತ್ತಿದೆ. ಪಟ್ಟಣದ ಆದ್ಯತಾ ಪಂಚಾಯ್ತಿ ವಿಭಾಗದ ಕಾಮಗಾರಿಗಳು ರಂಗ ಮಂದಿರದ ಸುತ್ತ ಚಪ್ಪರ ನಿರ್ಮಾಣ ಕಾಮಗಾರಿಗಳು ಬರದಿಂದ ಸಾಗುತ್ತಿದೆ. ಇನ್ನು ಗಣಪತಿ ಪ್ರತಿಷ್ಠಾಪನೆಯ ಬಾಲಂಗಣವೂ ಸಿದ್ಧಗೊಳ್ಳುತ್ತಿದೆ. — [914, 145, 1086, 242]
masthead-date: 22 ಆಗಸ್ಟ್ 2025 — [1168, 33, 1254, 48]
fire-engine-photo — [474, 512, 650, 634]
kirusuddi-head-2: ಮಿಲಿಟರಿ ಕಾಲೇಜಿನಲ್ಲಿ 8ನೇ ತರಗತಿಗೆ ಪ್ರವೇಶ — [32, 732, 263, 751]
fire-col-2: ಸೂಚಿಸಲಾಗಿದೆ. ಪೆಂಡಾಲ್ ಒಳಭಾಗದಲ್ಲಿ ಮತ್ತು ಹತ್ತಿರದಲ್ಲಿ ಸಾರ್ವಜನಿಕರು ಧೂಮಪಾನ ಮಾಡುವುದನ್ನು ನಿಷೇಧಿಸಬೇಕು. ಪೆಂಡಾಲ್ ನ ಸುತ್ತ ಸುಲಭವಾಗಿ ಬೆಂಕಿ ಹತ್ತಿಕೊಳ್ಳುವ ವಸ್ತುಗಳನ್ನು ಇಡಬಾರದು. ಪೆಂಡಾಲ್‌ಗಳಲ್ಲಿ ಸ್ಪೋಟಕ ವಸ್ತುಗಳು, ಸೀಮೆಎಣ್ಣೆ ಮತ್ತು ಇನ್ನಿತರ ದಹನಶೀಲ ವಸ್ತುಗಳನ್ನು ಶೇಖರಿಸುವಂತಿಲ್ಲ. ವಿದ್ಯುತ್ ಸಂಪರ್ಕವನ್ನು ನುರಿತ ವಿದ್ಯುತ್ ಗುತ್ತಿಗೆದಾರರಿಂದಲೇ ಮಾಡಿಸಬೇಕು ಹಾಗೂ ವಿದ್ಯುತ್ ಸಂಪರ್ಕದ ತಂತಿಗಳನ್ನು ಸರಿಯಾಗಿ ಜೋಡಿಸಬೇಕು. — [474, 645, 650, 770]
